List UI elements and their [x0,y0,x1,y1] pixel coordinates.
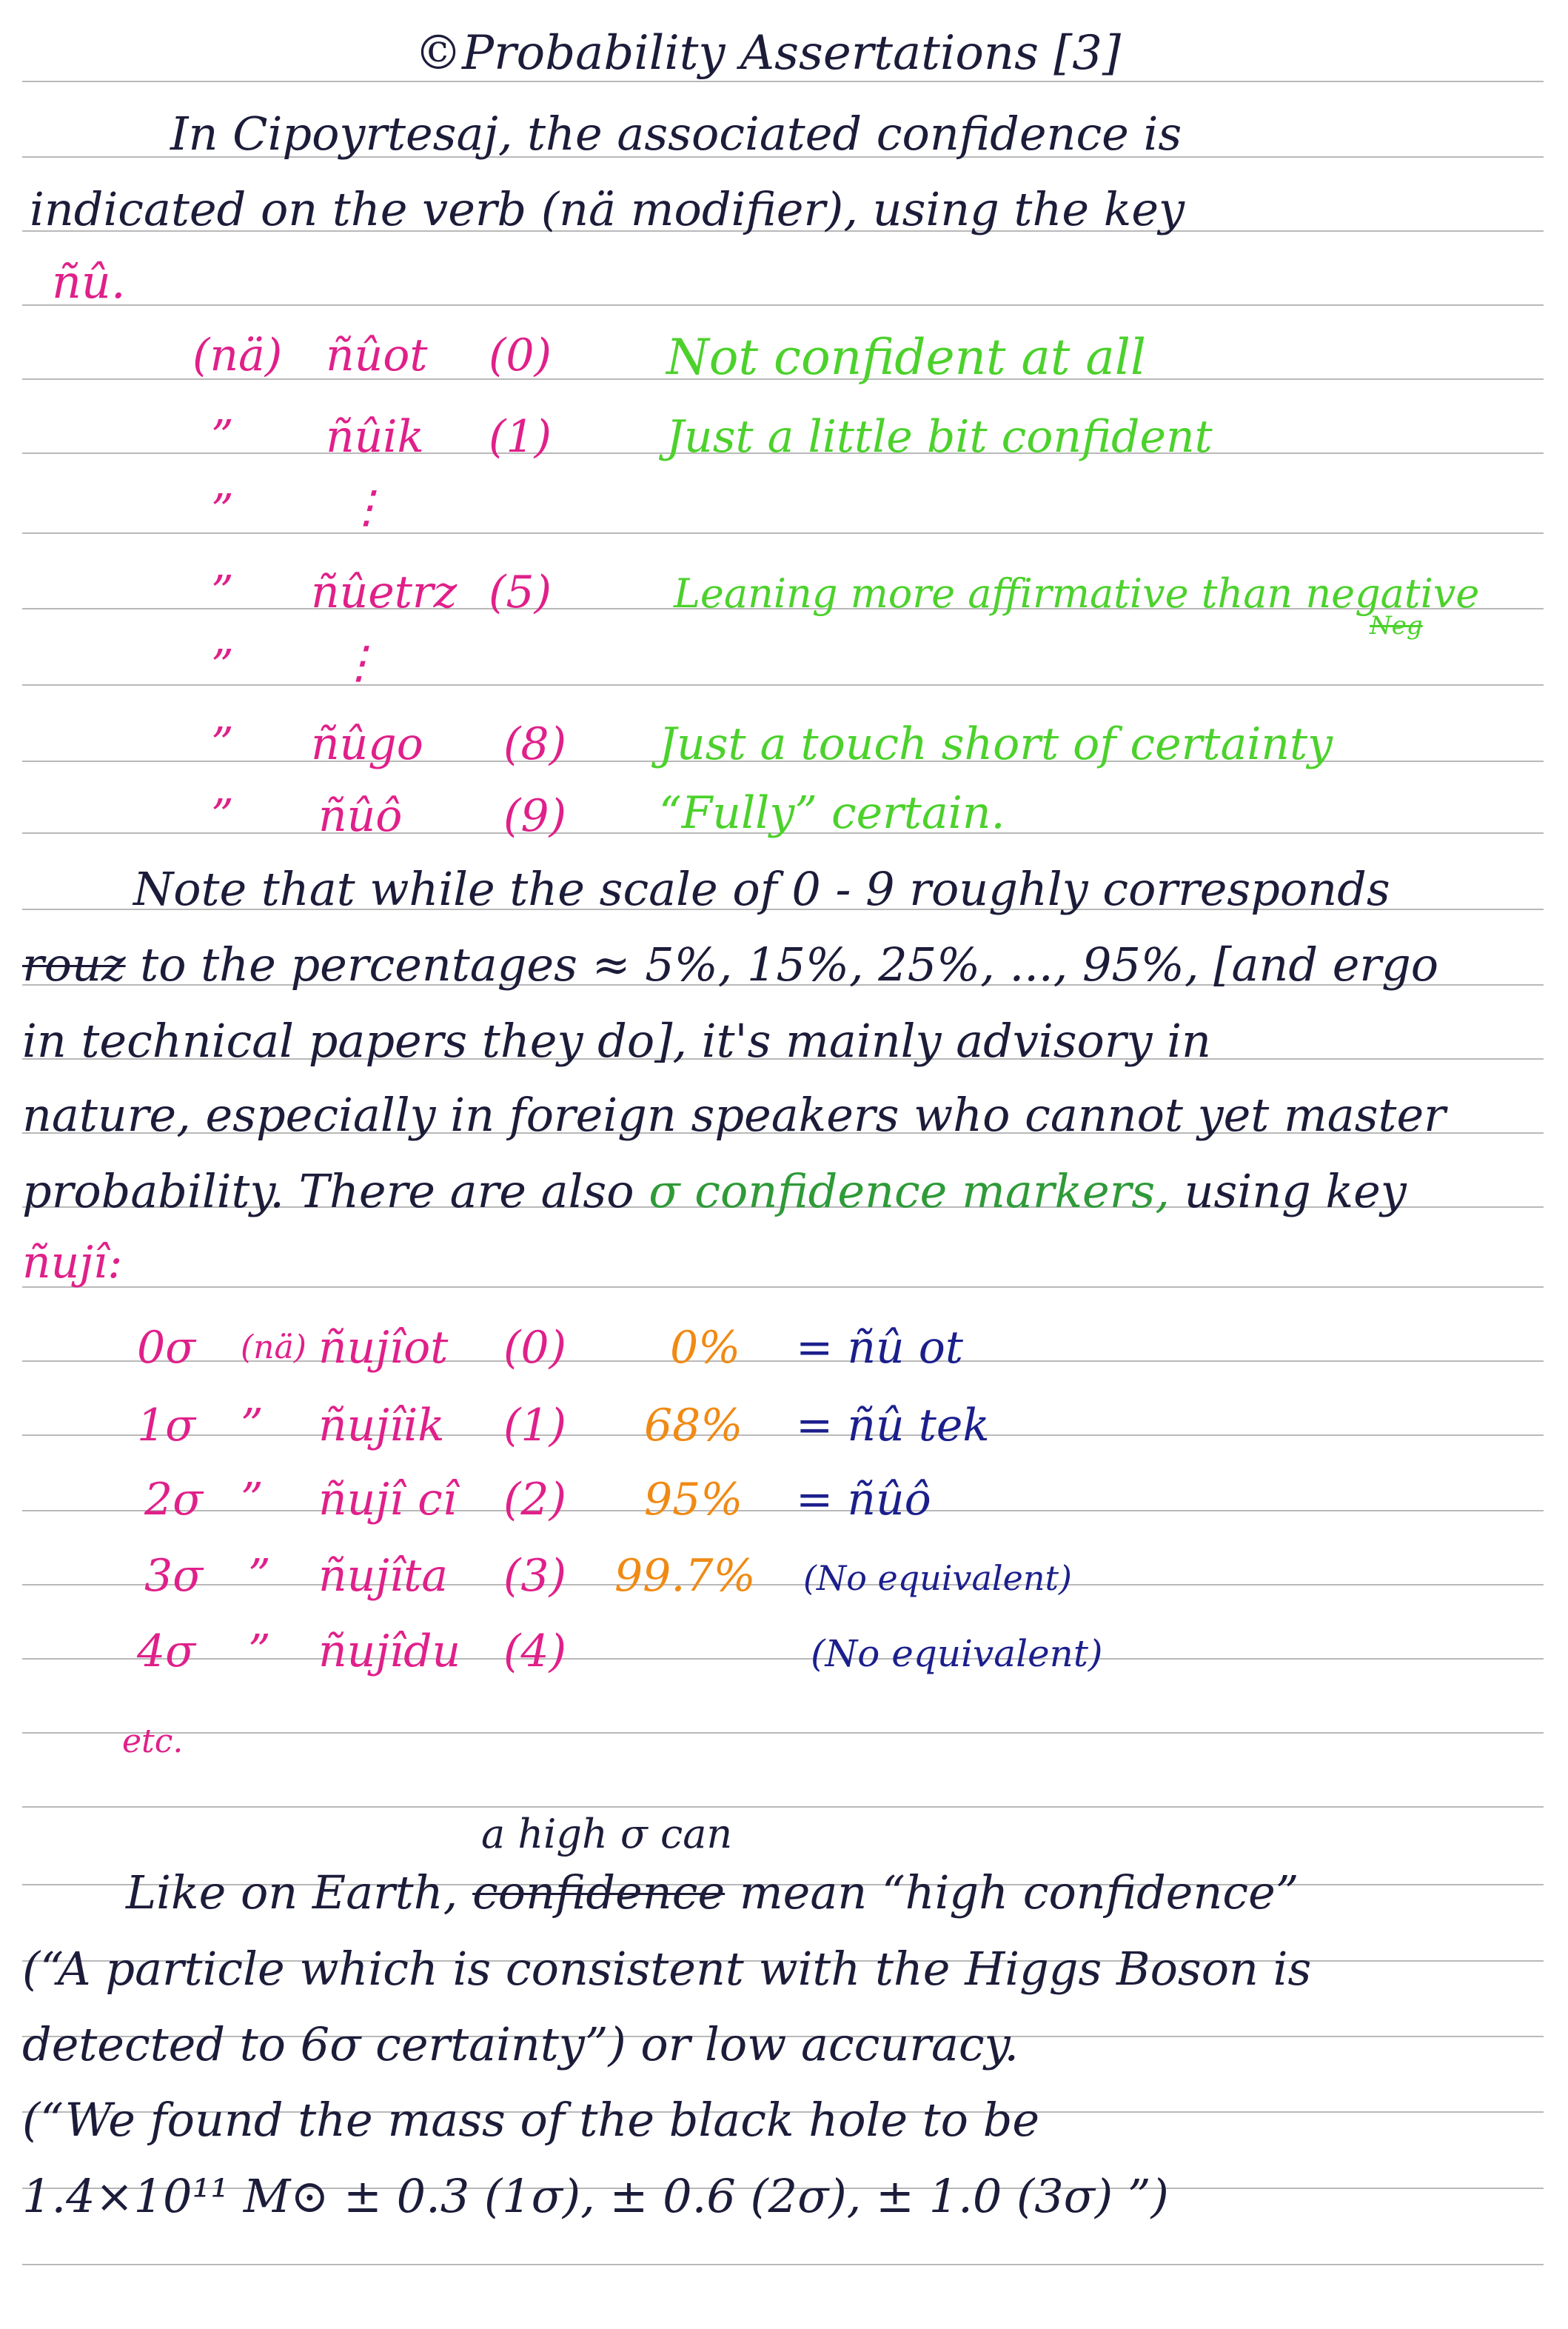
scale-number: (0) [489,330,552,381]
sigma-prefix: ” [241,1474,264,1526]
scale-meaning: Leaning more affirmative than negative [674,570,1480,617]
sigma-level: 4σ [137,1625,196,1677]
note-line-1: Note that while the scale of 0 - 9 roughly corresponds [133,862,1390,916]
sigma-equivalent: (No equivalent) [811,1632,1103,1675]
scale-prefix: ” [211,641,234,692]
scale-number: (5) [489,567,552,618]
sigma-form: ñujîdu [318,1625,461,1677]
sigma-form: ñujîik [318,1400,445,1451]
sigma-equivalent: (No equivalent) [803,1558,1072,1598]
sigma-equivalent: = ñû ot [796,1322,963,1374]
scale-ellipsis: ⋮ [337,637,381,689]
sigma-percent: 0% [670,1322,741,1374]
sigma-number: (2) [503,1474,566,1526]
closing-line-4: (“We found the mass of the black hole to be [22,2093,1040,2147]
scale-meaning: Not confident at all [666,329,1146,386]
closing-line-2: (“A particle which is consistent with the Higgs Boson is [22,1942,1312,1996]
scale-form: ñûetrz [311,567,458,618]
intro-key: ñû. [52,255,126,309]
scale-form: ñûot [326,330,428,381]
scale-form: ñûik [326,411,424,463]
scale-meaning: Just a little bit confident [666,411,1213,463]
scale-ellipsis: ⋮ [344,481,389,533]
intro-line-1: In Cipoyrtesaj, the associated confidence is [170,107,1182,161]
note-line-4: nature, especially in foreign speakers who cannot yet master [22,1088,1446,1142]
note-line-5 [22,1164,1407,1218]
sigma-level: 1σ [137,1400,196,1451]
note-text: probability. There are also [22,1164,634,1218]
sigma-percent: 99.7% [614,1550,756,1602]
scale-meaning: Just a touch short of certainty [659,718,1333,770]
struck-word: rouz [22,938,126,992]
sigma-level: 2σ [144,1474,204,1526]
closing-text: mean “high confidence” [739,1865,1299,1919]
scale-meaning: “Fully” certain. [659,787,1005,839]
sigma-key: ñujî: [22,1237,123,1289]
scale-number: (8) [503,718,566,770]
closing-line-3: detected to 6σ certainty”) or low accuracy. [22,2017,1019,2071]
sigma-level: 3σ [144,1550,204,1602]
scale-form: ñûô [318,790,403,842]
inserted-phrase: a high σ can [481,1811,733,1857]
sigma-percent: 68% [644,1400,743,1451]
scale-prefix: ” [211,485,234,537]
sigma-number: (1) [503,1400,566,1451]
intro-line-2: indicated on the verb (nä modifier), using the key [30,182,1185,236]
scale-form: ñûgo [311,718,423,770]
struck-word: Neg [1370,611,1423,641]
scale-prefix: (nä) [192,330,283,381]
scale-prefix: ” [211,718,234,770]
scale-prefix: ” [211,411,234,463]
note-line-3: in technical papers they do], it's mainly advisory in [22,1014,1211,1068]
etc-label: etc. [122,1722,184,1760]
scale-prefix: ” [211,790,234,842]
note-text: to the percentages ≈ 5%, 15%, 25%, ..., 95%, [and ergo [140,938,1439,992]
sigma-number: (0) [503,1322,566,1374]
sigma-equivalent: = ñûô [796,1474,931,1526]
sigma-form: ñujîot [318,1322,449,1374]
note-text: using key [1184,1164,1407,1218]
scale-number: (9) [503,790,566,842]
sigma-prefix: (nä) [241,1329,306,1366]
note-line-2 [22,938,1439,992]
scale-prefix: ” [211,567,234,618]
sigma-percent: 95% [644,1474,743,1526]
sigma-number: (4) [503,1625,566,1677]
sigma-level: 0σ [137,1322,196,1374]
sigma-prefix: ” [248,1625,271,1677]
sigma-prefix: ” [248,1550,271,1602]
sigma-number: (3) [503,1550,566,1602]
sigma-form: ñujî cî [318,1474,457,1526]
struck-word: confidence [472,1865,726,1919]
sigma-prefix: ” [241,1400,264,1451]
sigma-form: ñujîta [318,1550,448,1602]
sigma-equivalent: = ñû tek [796,1400,990,1451]
closing-line-5: 1.4×10¹¹ M⊙ ± 0.3 (1σ), ± 0.6 (2σ), ± 1.0 (3σ) ”) [22,2169,1169,2223]
scale-number: (1) [489,411,552,463]
closing-text: Like on Earth, [126,1865,458,1919]
page-title: ©Probability Assertations [3] [415,26,1121,81]
closing-line-1 [126,1865,1299,1919]
sigma-markers-phrase: σ confidence markers, [649,1164,1170,1218]
